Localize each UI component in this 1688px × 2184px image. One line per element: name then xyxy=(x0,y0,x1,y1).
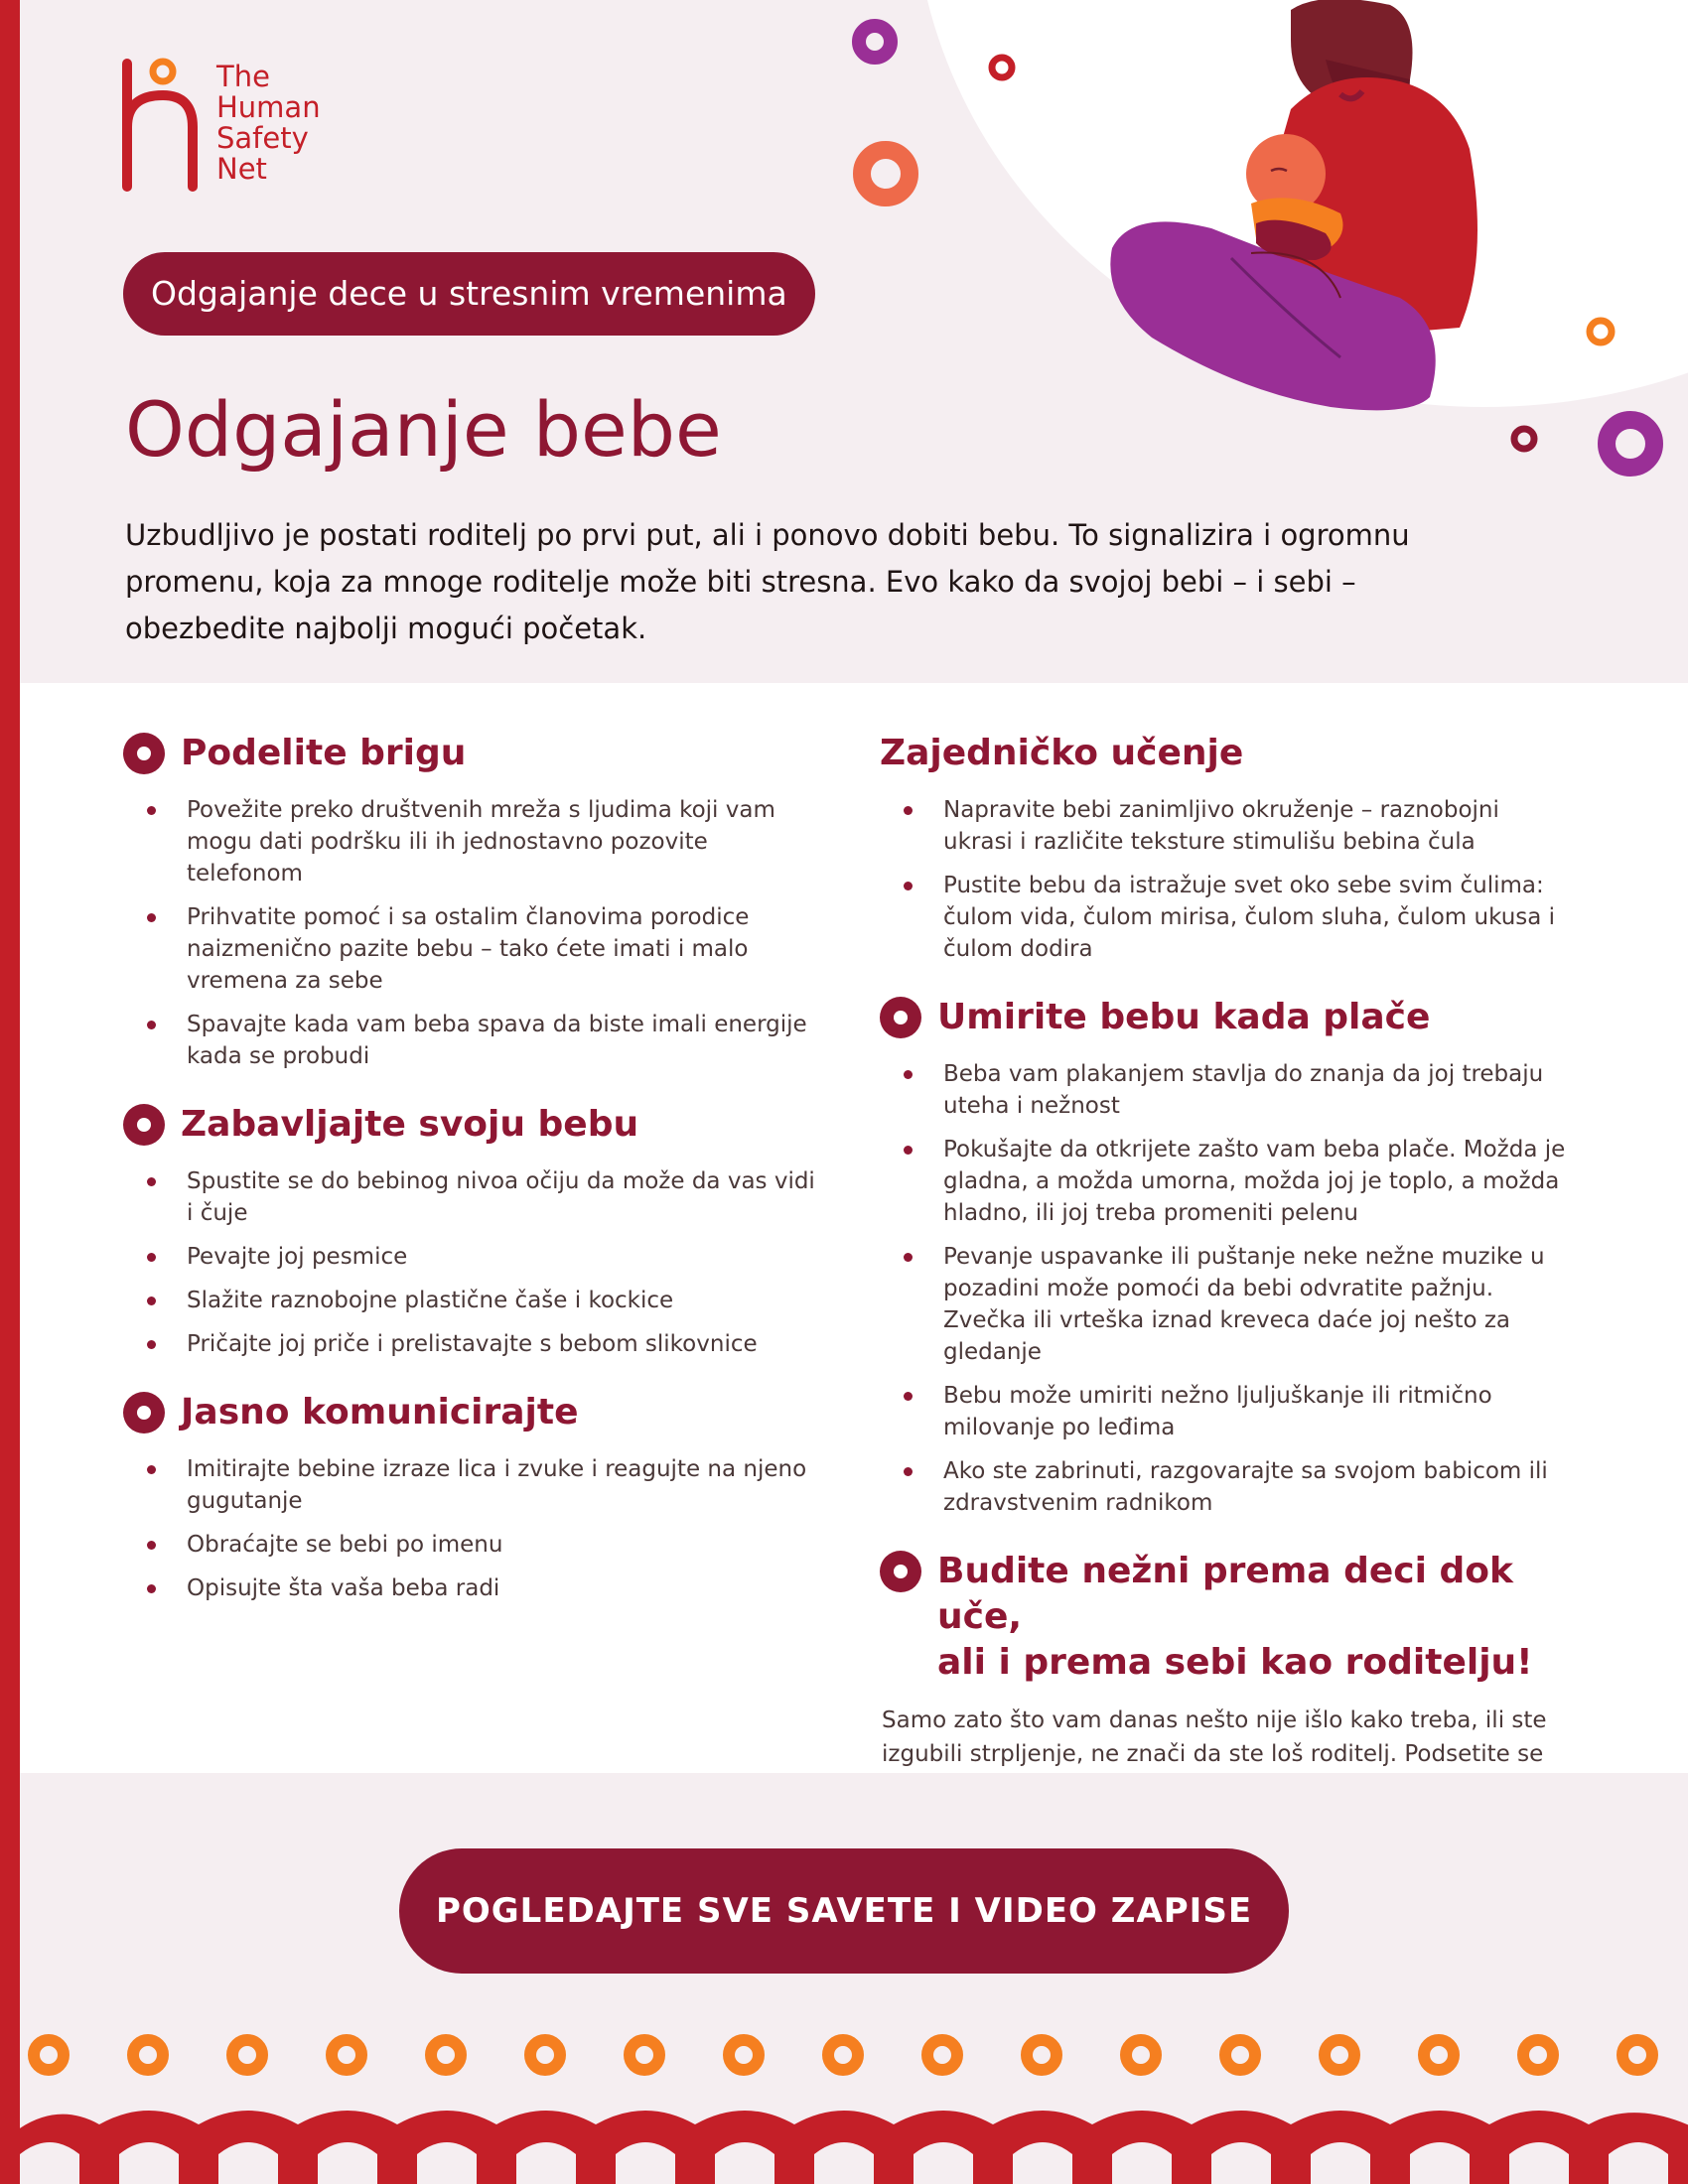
list-item: Beba vam plakanjem stavlja do znanja da joj trebaju uteha i nežnost xyxy=(880,1058,1575,1122)
section-title xyxy=(937,1549,1575,1686)
logo-line: Human xyxy=(216,90,321,124)
section-heading xyxy=(880,1549,1575,1686)
section-heading xyxy=(880,995,1575,1040)
section-title-line: ali i prema sebi kao roditelju! xyxy=(937,1642,1533,1683)
page-title: Odgajanje bebe xyxy=(125,385,722,474)
section-learning-together xyxy=(880,731,1575,965)
logo-line: The xyxy=(216,60,270,93)
section-share-care xyxy=(123,731,818,1072)
left-column xyxy=(123,731,818,1634)
list-item: Pevanje uspavanke ili puštanje neke nežne muzike u pozadini može pomoći da bebi odvratite pažnju. Zvečka ili vrteška iznad kreveca daće joj nešto za gledanje xyxy=(880,1241,1575,1368)
section-soothe-baby xyxy=(880,995,1575,1519)
topic-pill: Odgajanje dece u stresnim vremenima xyxy=(123,252,815,336)
section-title: Zabavljajte svoju bebu xyxy=(181,1104,639,1145)
tip-list xyxy=(880,794,1575,965)
section-communicate xyxy=(123,1390,818,1604)
ring-bullet-icon xyxy=(880,1551,921,1592)
section-title-line: Budite nežni prema deci dok uče, xyxy=(937,1551,1513,1637)
ring-bullet-icon xyxy=(123,1392,165,1433)
tip-list xyxy=(880,1058,1575,1519)
list-item: Pokušajte da otkrijete zašto vam beba plače. Možda je gladna, a možda umorna, možda joj je toplo, a možda hladno, ili joj treba promeniti pelenu xyxy=(880,1134,1575,1229)
tip-list xyxy=(123,1165,818,1360)
section-heading xyxy=(123,731,818,776)
footer-arch-openings xyxy=(20,2142,1668,2184)
footer-orange-rings xyxy=(34,2040,1652,2070)
list-item: Povežite preko društvenih mreža s ljudima koji vam mogu dati podršku ili ih jednostavno pozovite telefonom xyxy=(123,794,818,889)
list-item: Prihvatite pomoć i sa ostalim članovima porodice naizmenično pazite bebu – tako ćete imati i malo vremena za sebe xyxy=(123,901,818,997)
section-heading xyxy=(880,731,1575,776)
list-item: Pevajte joj pesmice xyxy=(123,1241,818,1273)
list-item: Slažite raznobojne plastične čaše i kockice xyxy=(123,1285,818,1316)
logo-line: Safety xyxy=(216,121,309,155)
intro-paragraph: Uzbudljivo je postati roditelj po prvi put, ali i ponovo dobiti bebu. To signalizira i ogromnu promenu, koja za mnoge roditelje može biti stresna. Evo kako da svojoj bebi – i sebi – obezbedite najbolji mogući početak. xyxy=(125,518,1410,645)
right-column xyxy=(880,731,1575,1868)
list-item: Ako ste zabrinuti, razgovarajte sa svojom babicom ili zdravstvenim radnikom xyxy=(880,1455,1575,1519)
list-item: Spustite se do bebinog nivoa očiju da može da vas vidi i čuje xyxy=(123,1165,818,1229)
closing-paragraph: Samo zato što vam danas nešto nije išlo kako treba, ili ste izgubili strpljenje, ne znači da ste loš roditelj. Podsetite se xyxy=(882,1707,1547,1767)
ring-bullet-icon xyxy=(880,997,921,1038)
list-item: Pustite bebu da istražuje svet oko sebe svim čulima: čulom vida, čulom mirisa, čulom sluha, čulom ukusa i čulom dodira xyxy=(880,870,1575,965)
logo-line: Net xyxy=(216,152,267,186)
ring-bullet-icon xyxy=(123,733,165,774)
list-item: Pričajte joj priče i prelistavajte s bebom slikovnice xyxy=(123,1328,818,1360)
list-item: Obraćajte se bebi po imenu xyxy=(123,1529,818,1561)
view-all-tips-button[interactable]: POGLEDAJTE SVE SAVETE I VIDEO ZAPISE xyxy=(399,1848,1289,1974)
list-item: Opisujte šta vaša beba radi xyxy=(123,1572,818,1604)
section-heading xyxy=(123,1390,818,1435)
section-title: Jasno komunicirajte xyxy=(181,1392,579,1433)
section-heading xyxy=(123,1102,818,1148)
tip-list xyxy=(123,794,818,1072)
section-title: Umirite bebu kada plače xyxy=(937,997,1431,1037)
list-item: Spavajte kada vam beba spava da biste imali energije kada se probudi xyxy=(123,1009,818,1072)
tip-list xyxy=(123,1453,818,1604)
section-title: Podelite brigu xyxy=(181,733,467,773)
section-title: Zajedničko učenje xyxy=(880,733,1244,773)
list-item: Imitirajte bebine izraze lica i zvuke i reagujte na njeno gugutanje xyxy=(123,1453,818,1517)
ring-bullet-icon xyxy=(123,1104,165,1146)
section-entertain-baby xyxy=(123,1102,818,1360)
footer-decor-pattern xyxy=(20,2015,1688,2184)
list-item: Bebu može umiriti nežno ljuljuškanje ili ritmično milovanje po leđima xyxy=(880,1380,1575,1443)
list-item: Napravite bebi zanimljivo okruženje – raznobojni ukrasi i različite teksture stimulišu bebina čula xyxy=(880,794,1575,858)
